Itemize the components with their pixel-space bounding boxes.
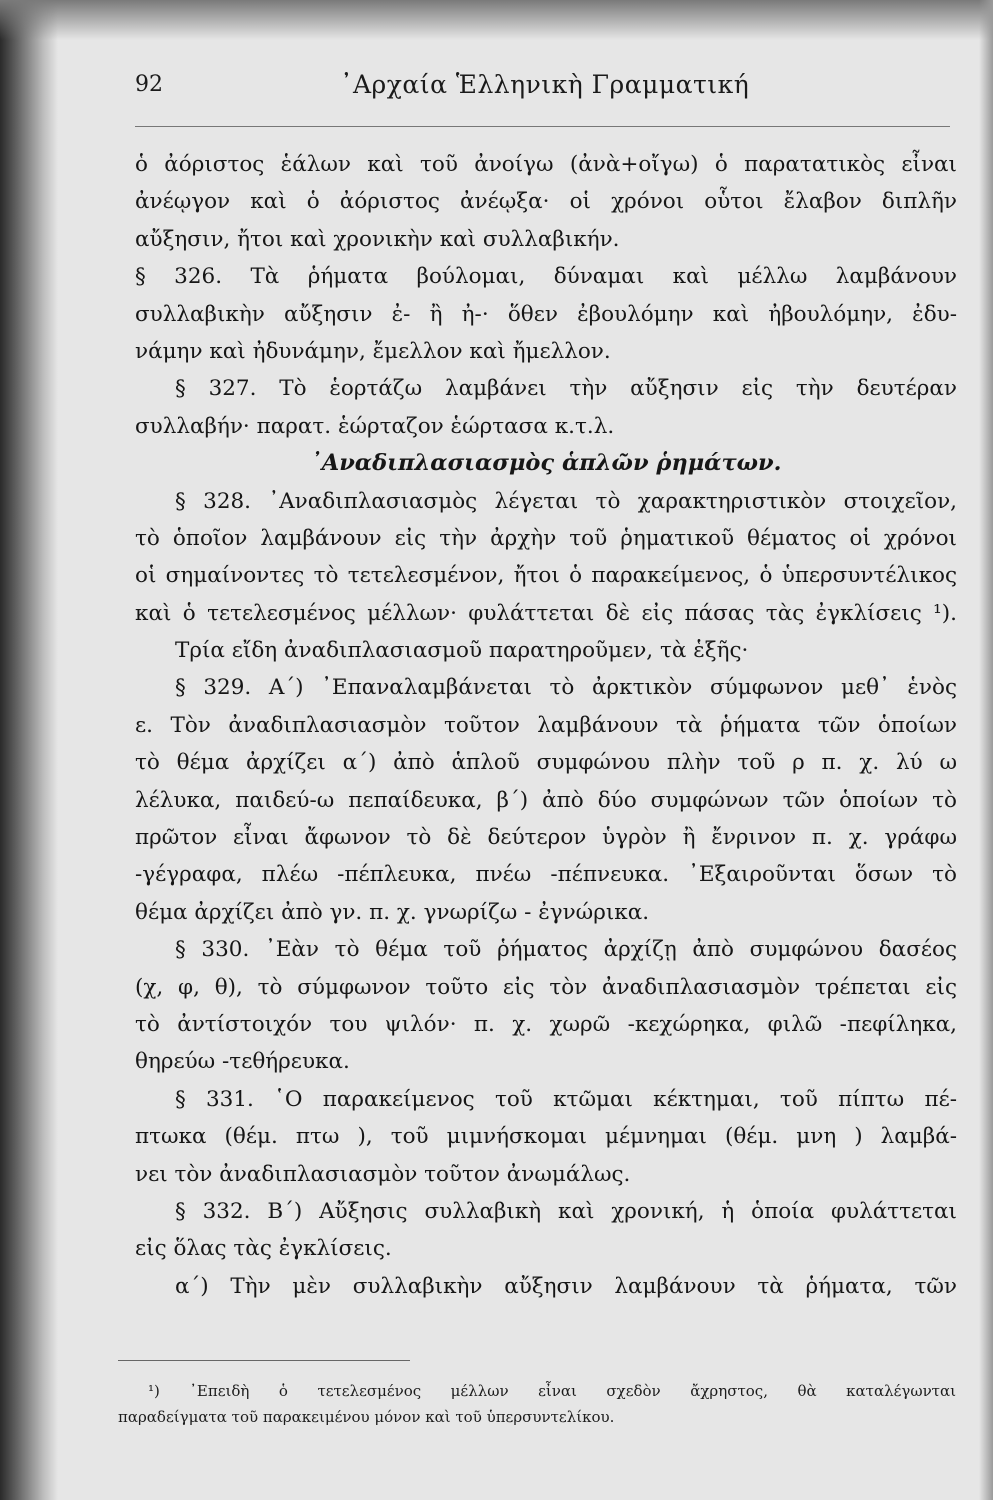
text-line: § 329. Α΄) ᾿Επαναλαμβάνεται τὸ ἀρκτικὸν σύμφωνον μεθ᾿ ἑνὸς [175,675,957,701]
text-line: ἀνέῳγον καὶ ὁ ἀόριστος ἀνέῳξα· οἱ χρόνοι οὗτοι ἔλαβον διπλῆν [135,189,957,215]
text-line: θηρεύω -τεθήρευκα. [135,1049,350,1075]
text-line: νάμην καὶ ἠδυνάμην, ἔμελλον καὶ ἤμελλον. [135,338,611,364]
footnote-line: ¹) ᾿Επειδὴ ὁ τετελεσμένος μέλλων εἶναι σχεδὸν ἄχρηστος, θὰ καταλέγωνται [148,1382,956,1400]
text-line: συλλαβικὴν αὔξησιν ἐ- ἢ ἠ-· ὅθεν ἐβουλόμην καὶ ἠβουλόμην, ἐδυ- [135,301,957,327]
text-line: § 331. ῾Ο παρακείμενος τοῦ κτῶμαι κέκτημαι, τοῦ πίπτω πέ- [175,1086,957,1112]
text-line: εἰς ὅλας τὰς ἐγκλίσεις. [135,1236,392,1262]
text-line: § 326. Τὰ ῥήματα βούλομαι, δύναμαι καὶ μέλλω λαμβάνουν [135,264,957,290]
text-line: πτωκα (θέμ. πτω ), τοῦ μιμνήσκομαι μέμνημαι (θέμ. μνη ) λαμβά- [135,1124,957,1150]
text-line: νει τὸν ἀναδιπλασιασμὸν τοῦτον ἀνωμάλως. [135,1161,631,1187]
footnote [118,1378,956,1430]
text-line: ε. Τὸν ἀναδιπλασιασμὸν τοῦτον λαμβάνουν τὰ ῥήματα τῶν ὁποίων [135,712,957,738]
page-header [135,70,955,110]
text-line: αὔξησιν, ἤτοι καὶ χρονικὴν καὶ συλλαβικήν. [135,226,620,252]
right-edge-shadow [979,0,993,1500]
text-line: § 327. Τὸ ἑορτάζω λαμβάνει τὴν αὔξησιν εἰς τὴν δευτέραν [175,376,957,402]
text-line: ὁ ἀόριστος ἑάλων καὶ τοῦ ἀνοίγω (ἀνὰ+οἴγω) ὁ παρατατικὸς εἶναι [135,152,957,177]
running-title: ᾿Αρχαία Ἑλληνικὴ Γραμματική [340,70,750,99]
text-line: οἱ σημαίνοντες τὸ τετελεσμένον, ἤτοι ὁ παρακείμενος, ὁ ὑπερσυντέλικος [135,563,957,589]
header-rule [135,126,950,127]
text-line: θέμα ἀρχίζει ἀπὸ γν. π. χ. γνωρίζω - ἐγνώρικα. [135,899,650,925]
text-line: τὸ ὁποῖον λαμβάνουν εἰς τὴν ἀρχὴν τοῦ ῥηματικοῦ θέματος οἱ χρόνοι [135,525,957,551]
text-line: -γέγραφα, πλέω -πέπλευκα, πνέω -πέπνευκα. ᾿Εξαιροῦνται ὅσων τὸ [135,862,957,888]
body-text [135,146,957,1305]
binding-shadow [0,0,58,1500]
top-edge-shadow [0,0,993,40]
text-line: § 330. ᾿Εὰν τὸ θέμα τοῦ ῥήματος ἀρχίζῃ ἀπὸ συμφώνου δασέος [175,937,957,963]
text-line: § 332. Β΄) Αὔξησις συλλαβικὴ καὶ χρονική, ἡ ὁποία φυλάττεται [175,1198,957,1224]
section-heading: ᾿Αναδιπλασιασμὸς ἁπλῶν ῥημάτων. [310,450,782,477]
footnote-line: παραδείγματα τοῦ παρακειμένου μόνον καὶ τοῦ ὑπερσυντελίκου. [118,1408,615,1426]
text-line: πρῶτον εἶναι ἄφωνον τὸ δὲ δεύτερον ὑγρὸν ἢ ἔνρινον π. χ. γράφω [135,825,957,851]
text-line: συλλαβήν· παρατ. ἑώρταζον ἑώρτασα κ.τ.λ. [135,413,615,439]
page-number: 92 [135,72,163,97]
text-line: τὸ ἀντίστοιχόν του ψιλόν· π. χ. χωρῶ -κεχώρηκα, φιλῶ -πεφίληκα, [135,1011,957,1037]
footnote-rule [118,1360,410,1361]
text-line: καὶ ὁ τετελεσμένος μέλλων· φυλάττεται δὲ εἰς πάσας τὰς ἐγκλίσεις ¹). [135,600,957,626]
text-line: τὸ θέμα ἀρχίζει α΄) ἀπὸ ἁπλοῦ συμφώνου πλὴν τοῦ ρ π. χ. λύ ω [135,750,957,776]
text-line: Τρία εἴδη ἀναδιπλασιασμοῦ παρατηροῦμεν, τὰ ἑξῆς· [175,638,749,664]
text-line: λέλυκα, παιδεύ-ω πεπαίδευκα, β΄) ἀπὸ δύο συμφώνων τῶν ὁποίων τὸ [135,787,957,813]
text-line: § 328. ᾿Αναδιπλασιασμὸς λέγεται τὸ χαρακτηριστικὸν στοιχεῖον, [175,488,957,514]
text-line: α΄) Τὴν μὲν συλλαβικὴν αὔξησιν λαμβάνουν τὰ ῥήματα, τῶν [175,1273,957,1299]
text-line: (χ, φ, θ), τὸ σύμφωνον τοῦτο εἰς τὸν ἀναδιπλασιασμὸν τρέπεται εἰς [135,974,957,1000]
